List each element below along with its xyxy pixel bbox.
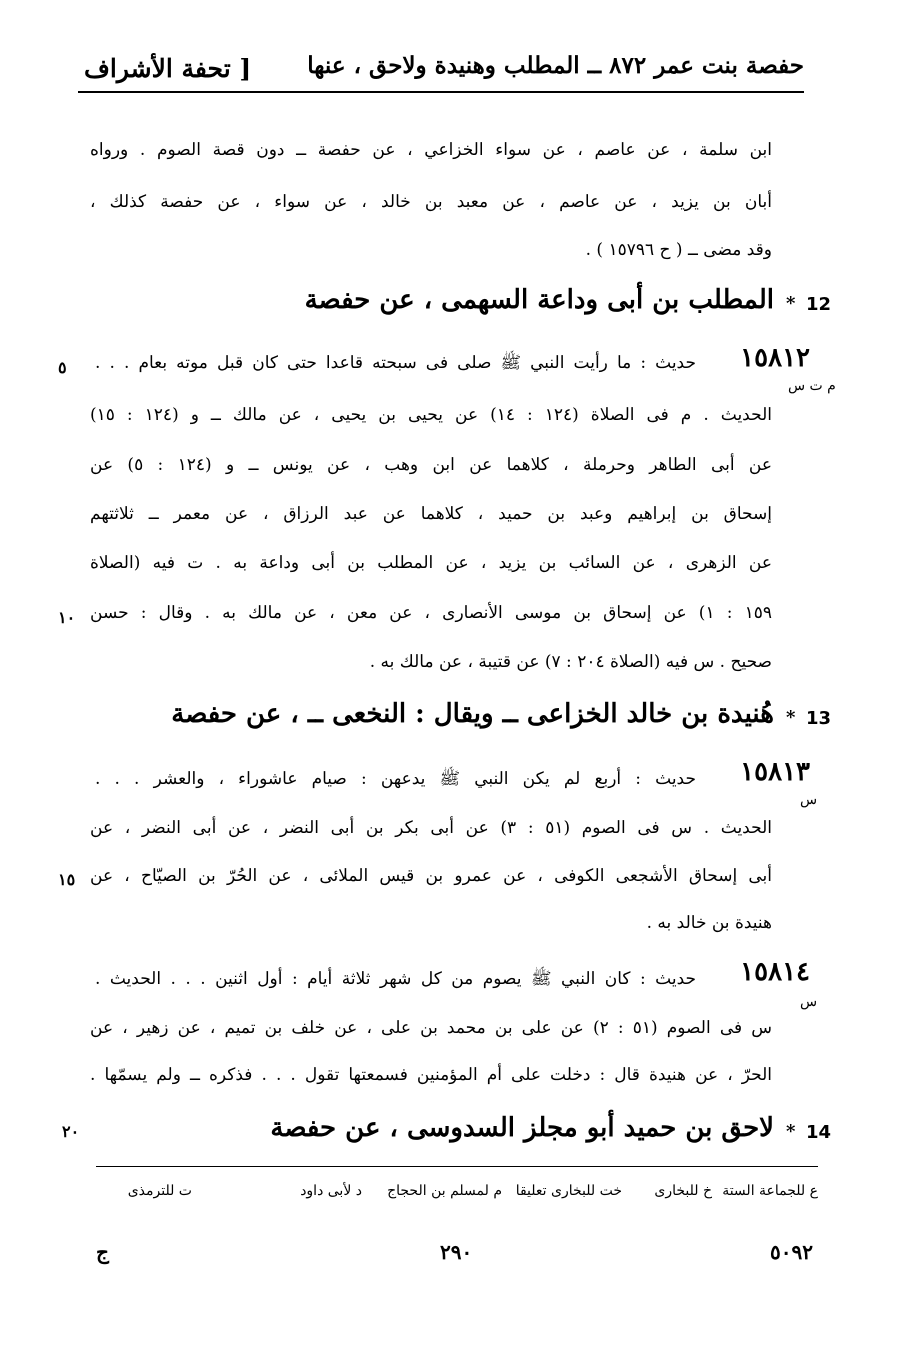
hadith-line: إسحاق بن إبراهيم وعبد بن حميد ، كلاهما عن عبد الرزاق ، عن معمر ــ ثلاثتهم: [90, 504, 772, 524]
intro-line: أبان بن يزيد ، عن عاصم ، عن معبد بن خالد ، عن سواء ، عن حفصة كذلك ،: [90, 192, 772, 212]
hadith-line: هنيدة بن خالد به .: [646, 913, 772, 933]
section-title: لاحق بن حميد أبو مجلز السدوسى ، عن حفصة: [270, 1113, 774, 1143]
footnote-item: ت للترمذى: [127, 1183, 192, 1199]
hadith-line: ١٥٩ : ١) عن إسحاق بن موسى الأنصارى ، عن معن ، عن مالك به . وقال : حسن: [90, 603, 772, 623]
hadith-sigla: م ت س: [788, 378, 836, 394]
intro-line: ابن سلمة ، عن عاصم ، عن سواء الخزاعي ، عن حفصة ــ دون قصة الصوم . ورواه: [90, 140, 772, 160]
hadith-sigla: س: [800, 792, 818, 808]
hadith-line: عن أبى الطاهر وحرملة ، كلاهما عن ابن وهب ، عن يونس ــ و (١٢٤ : ٥) عن: [90, 455, 772, 475]
hadith-line: حديث : كان النبي ﷺ يصوم من كل شهر ثلاثة أيام : أول اثنين . . . الحديث .: [95, 969, 696, 989]
section-star-icon: *: [786, 293, 796, 314]
margin-line-number: ١٠: [58, 608, 76, 627]
hadith-line: الحديث . س فى الصوم (٥١ : ٣) عن أبى بكر بن أبى النضر ، عن أبى النضر ، عن: [90, 818, 772, 838]
section-title: هُنيدة بن خالد الخزاعى ــ ويقال : النخعى ــ ، عن حفصة: [171, 699, 774, 729]
footnote-item: م لمسلم بن الحجاج: [387, 1183, 502, 1199]
margin-line-number: ٢٠: [62, 1122, 80, 1141]
footnote-item: ع للجماعة الستة: [722, 1183, 818, 1199]
book-title: [ تحفة الأشراف: [84, 54, 252, 83]
margin-line-number: ٥: [58, 358, 67, 377]
header-rule: [78, 91, 804, 93]
hadith-line: حديث : ما رأيت النبي ﷺ صلى فى سبحته قاعدا حتى كان قبل موته بعام . . .: [95, 353, 696, 373]
hadith-number: ١٥٨١٢: [740, 343, 810, 373]
hadith-line: الحرّ ، عن هنيدة قال : دخلت على أم المؤمنين فسمعتها تقول . . . فذكره ــ ولم يسمّها .: [90, 1065, 772, 1085]
section-number: 12: [806, 294, 832, 315]
section-star-icon: *: [786, 707, 796, 728]
hadith-line: الحديث . م فى الصلاة (١٢٤ : ١٤) عن يحيى بن يحيى ، عن مالك ــ و (١٢٤ : ١٥): [90, 405, 772, 425]
hadith-sigla: س: [800, 994, 818, 1010]
section-title: المطلب بن أبى وداعة السهمى ، عن حفصة: [304, 285, 774, 315]
section-star-icon: *: [786, 1121, 796, 1142]
signature-left: ج: [96, 1240, 109, 1264]
hadith-number: ١٥٨١٣: [740, 757, 810, 787]
signature-right: ٥٠٩٢: [770, 1240, 813, 1264]
hadith-line: صحيح . س فيه (الصلاة ٢٠٤ : ٧) عن قتيبة ، عن مالك به .: [369, 652, 772, 672]
hadith-number: ١٥٨١٤: [740, 957, 810, 987]
hadith-line: حديث : أربع لم يكن النبي ﷺ يدعهن : صيام عاشوراء ، والعشر . . .: [95, 769, 696, 789]
running-title: حفصة بنت عمر ٨٧٢ ــ المطلب وهنيدة ولاحق ، عنها: [307, 52, 804, 79]
section-number: 14: [806, 1122, 832, 1143]
hadith-line: أبى إسحاق الأشجعى الكوفى ، عن عمرو بن قيس الملائى ، عن الحُرّ بن الصيّاح ، عن: [90, 866, 772, 886]
footnote-rule: [96, 1166, 818, 1167]
footnote-item: خ للبخارى: [654, 1183, 712, 1199]
hadith-line: عن الزهرى ، عن السائب بن يزيد ، عن المطلب بن أبى وداعة به . ت فيه (الصلاة: [90, 553, 772, 573]
margin-line-number: ١٥: [58, 870, 76, 889]
footnote-item: خت للبخارى تعليقا: [515, 1183, 622, 1199]
footnote-item: د لأبى داود: [300, 1183, 362, 1199]
hadith-line: س فى الصوم (٥١ : ٢) عن على بن محمد بن على ، عن خلف بن تميم ، عن زهير ، عن: [90, 1018, 772, 1038]
page-number: ٢٩٠: [440, 1240, 473, 1264]
section-number: 13: [806, 708, 832, 729]
intro-line: وقد مضى ــ ( ح ١٥٧٩٦ ) .: [585, 240, 772, 260]
